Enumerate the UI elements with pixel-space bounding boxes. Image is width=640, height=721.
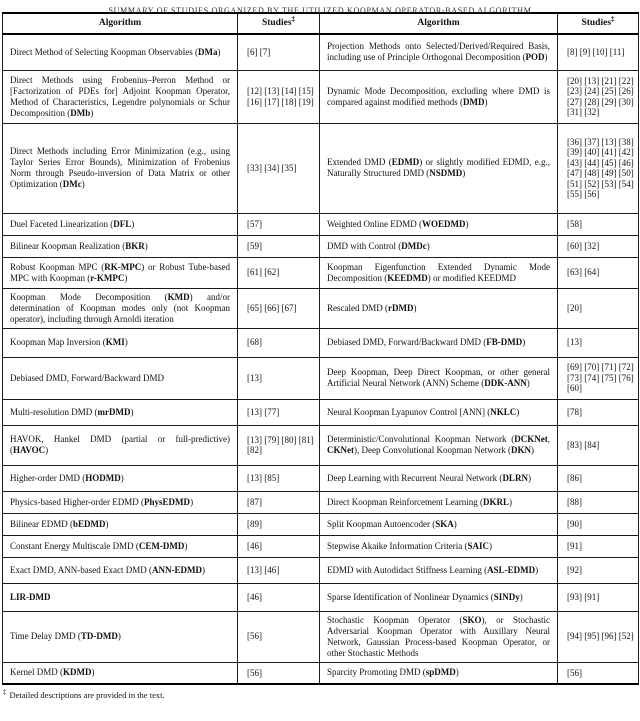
- studies-cell-right: [93] [91]: [558, 583, 639, 611]
- algorithm-cell-right: DMD with Control (DMDc): [320, 235, 558, 257]
- studies-cell-left: [12] [13] [14] [15] [16] [17] [18] [19]: [238, 70, 320, 123]
- algorithm-cell-right: Debiased DMD, Forward/Backward DMD (FB-DMD): [320, 328, 558, 357]
- algorithm-cell-left: Time Delay DMD (TD-DMD): [3, 611, 238, 662]
- column-header-algorithm-right: Algorithm: [320, 13, 558, 34]
- algorithm-cell-left: Direct Methods using Frobenius–Perron Method or [Factorization of PDEs for] Adjoint Koopman Operator, Method of Characteristics, Legendre polynomials or Schur Decomposition (DMb): [3, 70, 238, 123]
- table-caption: SUMMARY OF STUDIES ORGANIZED BY THE UTILIZED KOOPMAN OPERATOR-BASED ALGORITHM: [108, 6, 532, 15]
- studies-cell-left: [57]: [238, 213, 320, 235]
- table-row: [3, 34, 639, 70]
- table-row: [3, 357, 639, 399]
- algorithm-cell-right: Stochastic Koopman Operator (SKO), or Stochastic Adversarial Koopman Operator with Auxillary Neural Network, Gaussian Process-based Koopman Operator, or other Stochastic Methods: [320, 611, 558, 662]
- algorithm-cell-right: Deep Learning with Recurrent Neural Network (DLRN): [320, 465, 558, 491]
- studies-cell-right: [90]: [558, 513, 639, 535]
- algorithm-cell-right: Koopman Eigenfunction Extended Dynamic Mode Decomposition (KEEDMD) or modified KEEDMD: [320, 257, 558, 288]
- algorithm-cell-left: Direct Method of Selecting Koopman Observables (DMa): [3, 34, 238, 70]
- algorithm-cell-left: Kernel DMD (KDMD): [3, 662, 238, 684]
- studies-footnote-marker: ‡: [611, 14, 615, 23]
- studies-cell-right: [56]: [558, 662, 639, 684]
- column-header-algorithm-left: Algorithm: [3, 13, 238, 34]
- algorithm-cell-right: Direct Koopman Reinforcement Learning (DKRL): [320, 491, 558, 513]
- algorithm-cell-right: EDMD with Autodidact Stiffness Learning (ASL-EDMD): [320, 557, 558, 583]
- studies-cell-left: [13] [79] [80] [81] [82]: [238, 425, 320, 465]
- footnote-marker: ‡: [3, 688, 7, 696]
- table-row: [3, 491, 639, 513]
- studies-cell-right: [63] [64]: [558, 257, 639, 288]
- studies-cell-right: [13]: [558, 328, 639, 357]
- studies-cell-left: [13] [77]: [238, 399, 320, 425]
- algorithm-cell-left: Exact DMD, ANN-based Exact DMD (ANN-EDMD): [3, 557, 238, 583]
- column-header-studies-right: Studies‡: [558, 13, 639, 34]
- algorithm-cell-right: Projection Methods onto Selected/Derived/Required Basis, including use of Principle Orthogonal Decomposition (POD): [320, 34, 558, 70]
- table-caption-container: [0, 0, 640, 15]
- studies-cell-left: [56]: [238, 662, 320, 684]
- footnote-text: Detailed descriptions are provided in the text.: [9, 689, 165, 700]
- studies-cell-right: [20]: [558, 288, 639, 328]
- studies-cell-right: [8] [9] [10] [11]: [558, 34, 639, 70]
- table-row: [3, 257, 639, 288]
- algorithm-cell-right: Extended DMD (EDMD) or slightly modified EDMD, e.g., Naturally Structured DMD (NSDMD): [320, 123, 558, 213]
- table-body: [3, 34, 639, 684]
- studies-cell-left: [65] [66] [67]: [238, 288, 320, 328]
- studies-cell-left: [6] [7]: [238, 34, 320, 70]
- koopman-algorithms-table: [2, 12, 639, 685]
- studies-cell-right: [58]: [558, 213, 639, 235]
- algorithm-cell-left: Physics-based Higher-order EDMD (PhysEDMD): [3, 491, 238, 513]
- studies-cell-left: [13] [85]: [238, 465, 320, 491]
- table-row: [3, 288, 639, 328]
- algorithm-cell-left: LIR-DMD: [3, 583, 238, 611]
- studies-cell-left: [13] [46]: [238, 557, 320, 583]
- algorithm-cell-left: Duel Faceted Linearization (DFL): [3, 213, 238, 235]
- studies-cell-left: [13]: [238, 357, 320, 399]
- algorithm-cell-left: Bilinear Koopman Realization (BKR): [3, 235, 238, 257]
- table-row: [3, 213, 639, 235]
- studies-cell-right: [20] [13] [21] [22] [23] [24] [25] [26] [27] [28] [29] [30] [31] [32]: [558, 70, 639, 123]
- table-row: [3, 662, 639, 684]
- studies-cell-right: [94] [95] [96] [52]: [558, 611, 639, 662]
- studies-cell-right: [60] [32]: [558, 235, 639, 257]
- algorithm-cell-right: Deep Koopman, Deep Direct Koopman, or other general Artificial Neural Network (ANN) Scheme (DDK-ANN): [320, 357, 558, 399]
- column-header-studies-left: Studies‡: [238, 13, 320, 34]
- studies-cell-right: [36] [37] [13] [38] [39] [40] [41] [42] [43] [44] [45] [46] [47] [48] [49] [50] [51] [52] [53] [54] [55] [56]: [558, 123, 639, 213]
- studies-cell-left: [61] [62]: [238, 257, 320, 288]
- algorithm-cell-right: Neural Koopman Lyapunov Control [ANN] (NKLC): [320, 399, 558, 425]
- table-row: [3, 235, 639, 257]
- studies-footnote-marker: ‡: [291, 14, 296, 23]
- algorithm-cell-left: HAVOK, Hankel DMD (partial or full-predictive) (HAVOC): [3, 425, 238, 465]
- algorithm-cell-right: Deterministic/Convolutional Koopman Network (DCKNet, CKNet), Deep Convolutional Koopman Network (DKN): [320, 425, 558, 465]
- studies-cell-right: [78]: [558, 399, 639, 425]
- algorithm-cell-left: Debiased DMD, Forward/Backward DMD: [3, 357, 238, 399]
- table-row: [3, 611, 639, 662]
- algorithm-cell-left: Koopman Mode Decomposition (KMD) and/or determination of Koopman modes only (not Koopman operator), including through Arnoldi iteration: [3, 288, 238, 328]
- studies-cell-left: [87]: [238, 491, 320, 513]
- table-row: [3, 399, 639, 425]
- table-row: [3, 557, 639, 583]
- studies-cell-left: [56]: [238, 611, 320, 662]
- algorithm-cell-right: Rescaled DMD (rDMD): [320, 288, 558, 328]
- table-footnote: [3, 687, 640, 700]
- table-row: [3, 123, 639, 213]
- table-row: [3, 513, 639, 535]
- studies-cell-left: [33] [34] [35]: [238, 123, 320, 213]
- algorithm-cell-right: Sparcity Promoting DMD (spDMD): [320, 662, 558, 684]
- studies-cell-right: [86]: [558, 465, 639, 491]
- table-row: [3, 328, 639, 357]
- studies-cell-left: [59]: [238, 235, 320, 257]
- algorithm-cell-left: Bilinear EDMD (bEDMD): [3, 513, 238, 535]
- table-row: [3, 535, 639, 557]
- table-row: [3, 583, 639, 611]
- algorithm-cell-right: Weighted Online EDMD (WOEDMD): [320, 213, 558, 235]
- table-row: [3, 425, 639, 465]
- algorithm-cell-right: Dynamic Mode Decomposition, excluding where DMD is compared against modified methods (DMD): [320, 70, 558, 123]
- algorithm-cell-left: Constant Energy Multiscale DMD (CEM-DMD): [3, 535, 238, 557]
- algorithm-cell-left: Koopman Map Inversion (KMI): [3, 328, 238, 357]
- studies-cell-left: [89]: [238, 513, 320, 535]
- studies-cell-left: [46]: [238, 535, 320, 557]
- algorithm-cell-left: Robust Koopman MPC (RK-MPC) or Robust Tube-based MPC with Koopman (r-KMPC): [3, 257, 238, 288]
- algorithm-cell-left: Direct Methods including Error Minimization (e.g., using Taylor Series Error Bounds), Minimization of Frobenius Norm through Pseudo-inversion of Data Matrix or other Optimization (DMc): [3, 123, 238, 213]
- studies-cell-right: [92]: [558, 557, 639, 583]
- algorithm-cell-right: Stepwise Akaike Information Criteria (SAIC): [320, 535, 558, 557]
- studies-cell-left: [46]: [238, 583, 320, 611]
- algorithm-cell-right: Sparse Identification of Nonlinear Dynamics (SINDy): [320, 583, 558, 611]
- table-row: [3, 465, 639, 491]
- algorithm-cell-left: Multi-resolution DMD (mrDMD): [3, 399, 238, 425]
- table-row: [3, 70, 639, 123]
- studies-cell-right: [69] [70] [71] [72] [73] [74] [75] [76] [60]: [558, 357, 639, 399]
- algorithm-cell-right: Split Koopman Autoencoder (SKA): [320, 513, 558, 535]
- table-header-row: [3, 13, 639, 34]
- studies-cell-left: [68]: [238, 328, 320, 357]
- studies-cell-right: [91]: [558, 535, 639, 557]
- studies-cell-right: [83] [84]: [558, 425, 639, 465]
- studies-cell-right: [88]: [558, 491, 639, 513]
- algorithm-cell-left: Higher-order DMD (HODMD): [3, 465, 238, 491]
